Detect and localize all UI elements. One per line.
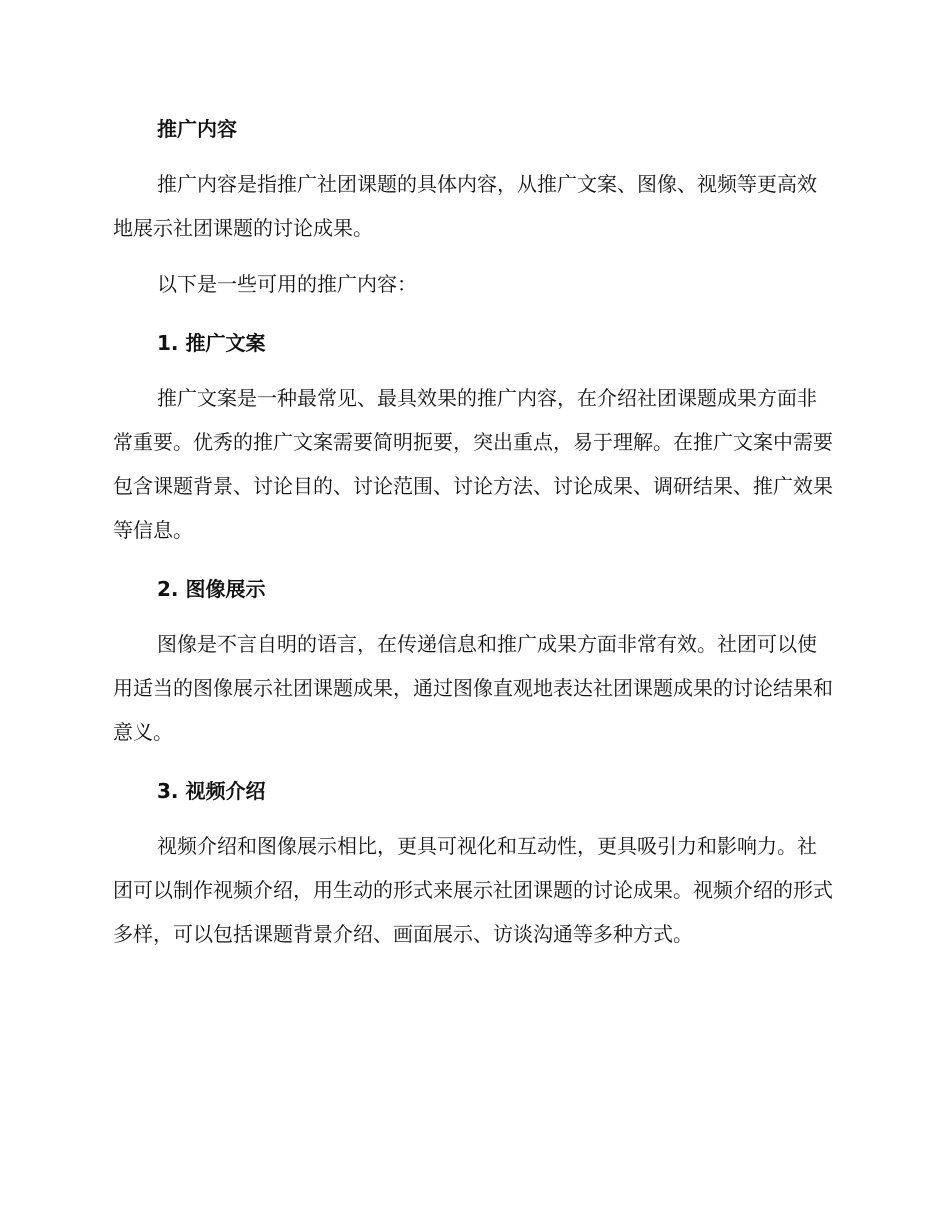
- document-body: [113, 108, 835, 956]
- paragraph-video-intro: 视频介绍和图像展示相比，更具可视化和互动性，更具吸引力和影响力。社团可以制作视频介绍，用生动的形式来展示社团课题的讨论成果。视频介绍的形式多样，可以包括课题背景介绍、画面展示、访谈沟通等多种方式。: [113, 834, 833, 946]
- section-heading-image-display: 2. 图像展示: [157, 577, 266, 601]
- paragraph-available-content-intro: 以下是一些可用的推广内容：: [157, 272, 417, 296]
- paragraph-image-display: 图像是不言自明的语言，在传递信息和推广成果方面非常有效。社团可以使用适当的图像展示社团课题成果，通过图像直观地表达社团课题成果的讨论结果和意义。: [113, 632, 833, 744]
- section-heading-video-intro: 3. 视频介绍: [157, 779, 266, 803]
- paragraph-promotion-definition: 推广内容是指推广社团课题的具体内容，从推广文案、图像、视频等更高效地展示社团课题的讨论成果。: [113, 172, 817, 240]
- paragraph-copywriting: 推广文案是一种最常见、最具效果的推广内容，在介绍社团课题成果方面非常重要。优秀的推广文案需要简明扼要，突出重点，易于理解。在推广文案中需要包含课题背景、讨论目的、讨论范围、讨论方法、讨论成果、调研结果、推广效果等信息。: [113, 386, 833, 542]
- section-heading-copywriting: 1. 推广文案: [157, 331, 266, 355]
- section-heading-promotion-content: 推广内容: [157, 117, 237, 141]
